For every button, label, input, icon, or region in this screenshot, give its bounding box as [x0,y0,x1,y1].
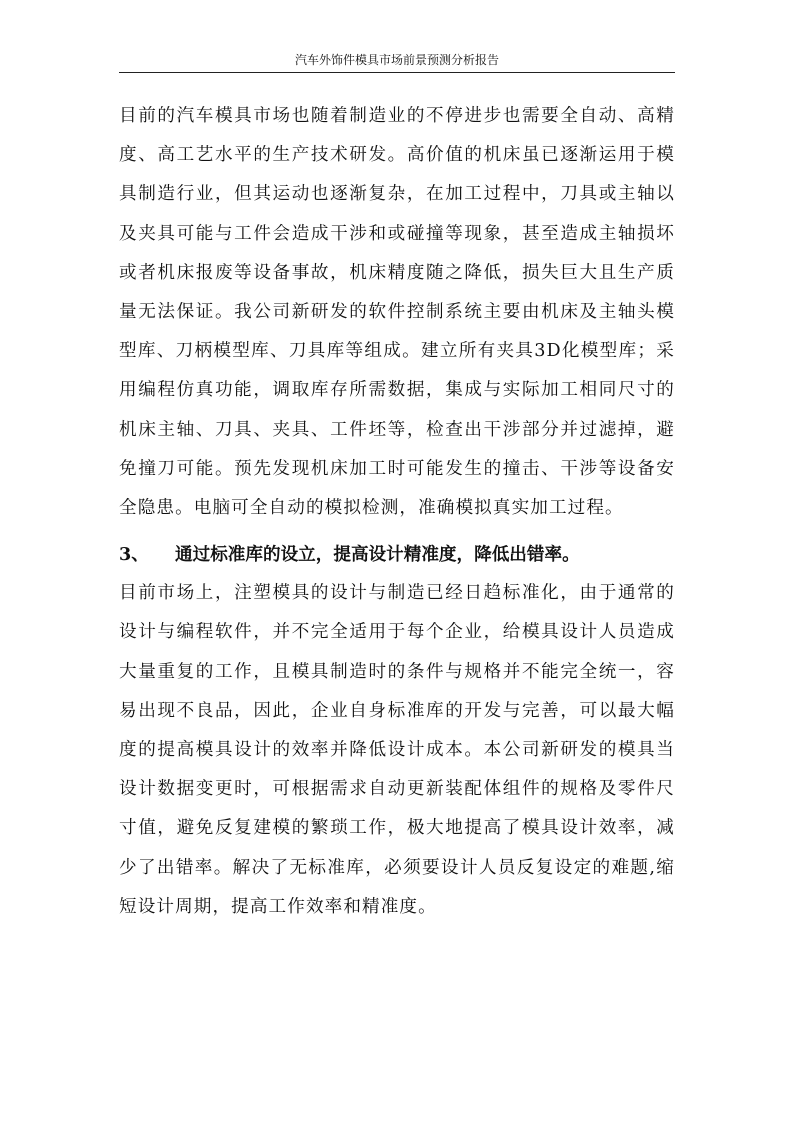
section-number: 3、 [119,544,149,566]
header-rule [119,72,675,73]
document-body [119,97,675,927]
paragraph-machine-simulation: 目前的汽车模具市场也随着制造业的不停进步也需要全自动、高精度、高工艺水平的生产技术研发。高价值的机床虽已逐渐运用于模具制造行业，但其运动也逐渐复杂，在加工过程中，刀具或主轴以及夹具可能与工件会造成干涉和或碰撞等现象，甚至造成主轴损坏或者机床报废等设备事故，机床精度随之降低，损失巨大且生产质量无法保证。我公司新研发的软件控制系统主要由机床及主轴头模型库、刀柄模型库、刀具库等组成。建立所有夹具3D化模型库；采用编程仿真功能，调取库存所需数据，集成与实际加工相同尺寸的机床主轴、刀具、夹具、工件坯等，检查出干涉部分并过滤掉，避免撞刀可能。预先发现机床加工时可能发生的撞击、干涉等设备安全隐患。电脑可全自动的模拟检测，准确模拟真实加工过程。 [119,106,675,519]
section-heading-text: 通过标准库的设立，提高设计精准度，降低出错率。 [175,544,580,566]
paragraph-standard-library: 目前市场上，注塑模具的设计与制造已经日趋标准化，由于通常的设计与编程软件，并不完全适用于每个企业，给模具设计人员造成大量重复的工作，且模具制造时的条件与规格并不能完全统一，容易出现不良品，因此，企业自身标准库的开发与完善，可以最大幅度的提高模具设计的效率并降低设计成本。本公司新研发的模具当设计数据变更时，可根据需求自动更新装配体组件的规格及零件尺寸值，避免反复建模的繁琐工作，极大地提高了模具设计效率，减少了出错率。解决了无标准库，必须要设计人员反复设定的难题,缩短设计周期，提高工作效率和精准度。 [119,583,675,917]
running-header: 汽车外饰件模具市场前景预测分析报告 [294,53,499,67]
section-heading [119,536,675,574]
